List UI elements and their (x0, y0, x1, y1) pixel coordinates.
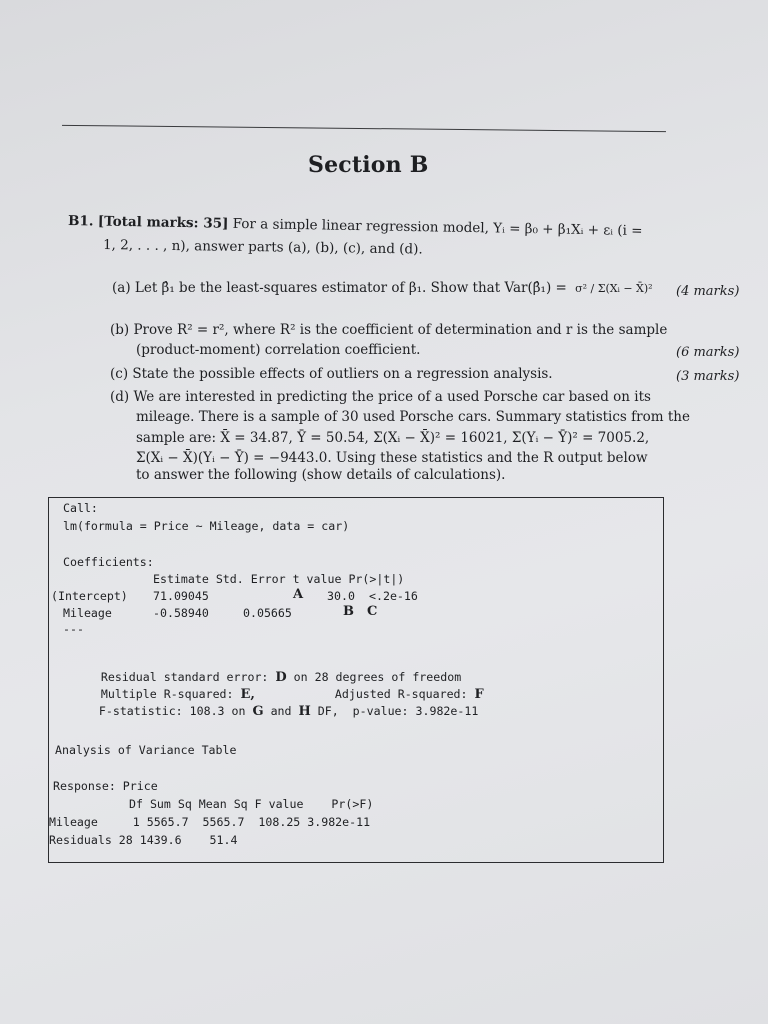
residual-se-value: D (275, 670, 287, 685)
f-stat-and: and (270, 704, 292, 718)
f-stat-g: G (252, 704, 264, 719)
mileage-t: B (343, 604, 354, 619)
call-label: Call: (63, 501, 98, 515)
mileage-p: C (367, 604, 378, 619)
multiple-r2-value: E, (240, 687, 255, 702)
anova-response: Response: Price (53, 779, 158, 793)
part-a (112, 280, 653, 297)
f-stat-h: H (298, 704, 311, 719)
part-c-marks: (3 marks) (676, 369, 740, 384)
separator: --- (63, 622, 84, 636)
part-a-formula: σ² / Σ(Xᵢ − X̄)² (575, 282, 653, 295)
question-number: B1. (67, 213, 94, 230)
intercept-estimate: 71.09045 (153, 589, 209, 603)
part-a-marks: (4 marks) (676, 284, 740, 299)
total-marks: [Total marks: 35] (97, 213, 229, 232)
part-d-line-1: (d) We are interested in predicting the price of a used Porsche car based on its (110, 389, 651, 405)
anova-header: Df Sum Sq Mean Sq F value Pr(>F) (129, 797, 374, 811)
part-b-line-2: (product-moment) correlation coefficient. (136, 342, 421, 358)
f-stat-text: F-statistic: 108.3 on (98, 704, 246, 718)
part-d-line-3: sample are: X̄ = 34.87, Ȳ = 50.54, Σ(Xᵢ − X̄)² = 16021, Σ(Yᵢ − Ȳ)² = 7005.2, (136, 430, 650, 446)
anova-row-mileage: Mileage 1 5565.7 5565.7 108.25 3.982e-11 (49, 815, 371, 829)
intercept-t: 30.0 (327, 589, 355, 603)
part-b-marks: (6 marks) (676, 345, 740, 360)
intercept-se: A (293, 587, 304, 602)
intro-line-2: 1, 2, . . . , n), answer parts (a), (b), (c), and (d). (102, 237, 423, 258)
f-stat-tail: DF, p-value: 3.982e-11 (317, 704, 479, 718)
intercept-p: <.2e-16 (369, 589, 418, 603)
coef-header: Estimate Std. Error t value Pr(>|t|) (153, 572, 405, 586)
residual-se-tail: on 28 degrees of freedom (293, 670, 462, 684)
mileage-estimate: -0.58940 (153, 606, 209, 620)
coefficients-label: Coefficients: (63, 555, 154, 569)
mileage-name: Mileage (63, 606, 112, 620)
part-d-line-4: Σ(Xᵢ − X̄)(Yᵢ − Ȳ) = −9443.0. Using these statistics and the R output below (136, 450, 648, 466)
part-a-text: (a) Let β̂₁ be the least-squares estimator of β₁. Show that Var(β̂₁) = (112, 280, 567, 296)
section-title: Section B (308, 152, 429, 178)
adjusted-r2-text: Adjusted R-squared: (334, 687, 468, 701)
residual-se-text: Residual standard error: (100, 670, 269, 684)
question-header (68, 213, 643, 240)
part-b-line-1: (b) Prove R² = r², where R² is the coefficient of determination and r is the sample (110, 322, 668, 338)
anova-row-residuals: Residuals 28 1439.6 51.4 (49, 833, 238, 847)
r-output-box (48, 497, 664, 863)
top-rule (62, 125, 666, 132)
part-d-line-5: to answer the following (show details of calculations). (136, 467, 506, 483)
part-c: (c) State the possible effects of outliers on a regression analysis. (110, 366, 553, 382)
part-d-line-2: mileage. There is a sample of 30 used Porsche cars. Summary statistics from the (136, 409, 690, 425)
mileage-se: 0.05665 (243, 606, 292, 620)
intercept-name: (Intercept) (51, 589, 128, 603)
adjusted-r2-value: F (474, 687, 484, 702)
intro-line-1: For a simple linear regression model, Yᵢ = β₀ + β₁Xᵢ + εᵢ (i = (232, 215, 643, 240)
f-statistic-line (57, 690, 478, 733)
anova-title: Analysis of Variance Table (55, 743, 237, 757)
multiple-r2-text: Multiple R-squared: (100, 687, 234, 701)
call-formula: lm(formula = Price ~ Mileage, data = car) (63, 519, 350, 533)
